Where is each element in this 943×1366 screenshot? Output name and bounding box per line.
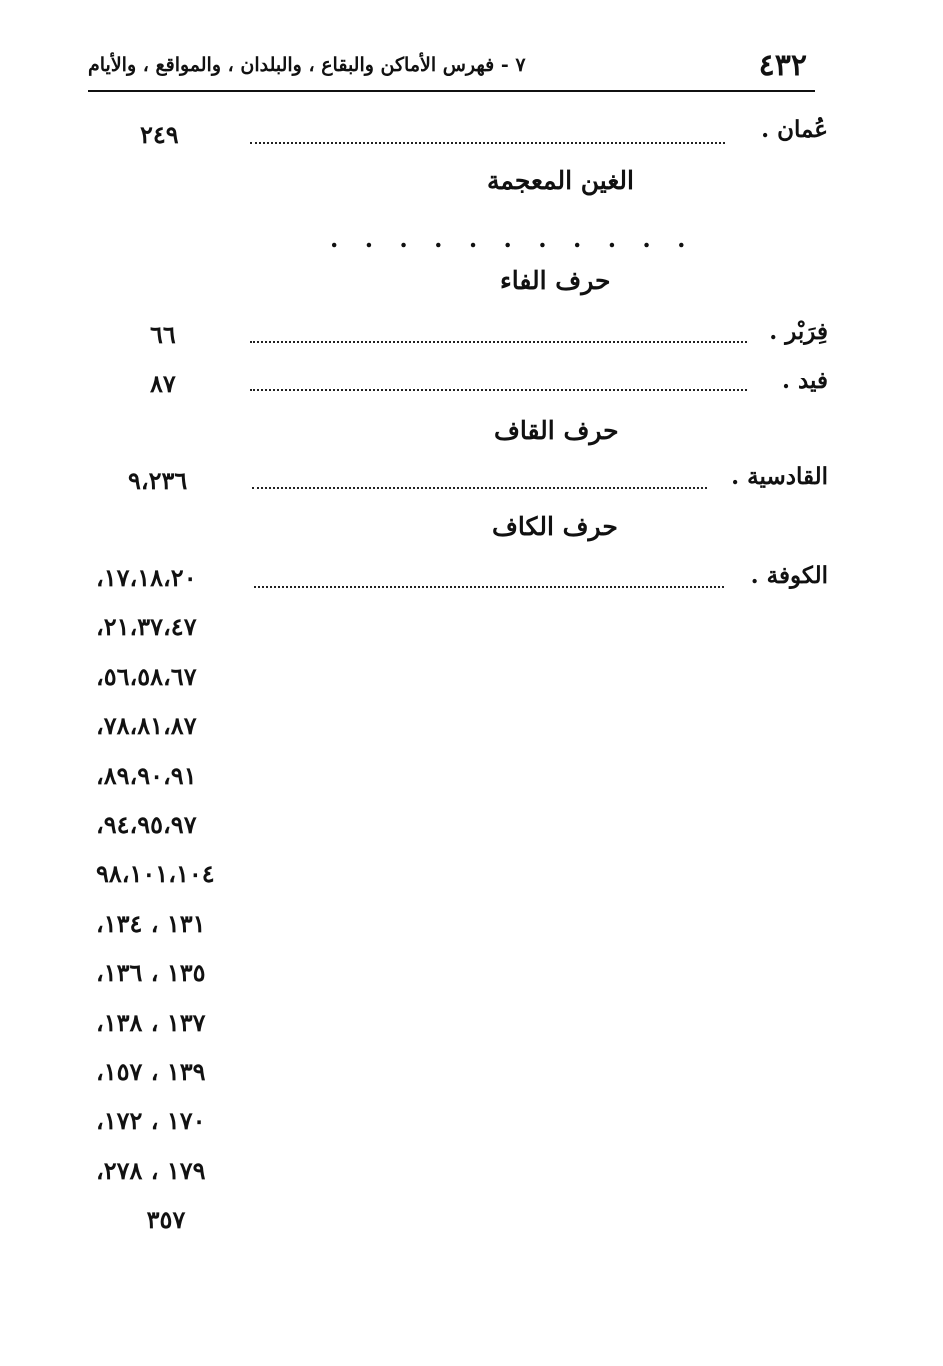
- dot-leader: [250, 142, 725, 144]
- entry-pages-oman: ٢٤٩: [140, 120, 179, 149]
- page-refs-line: ٥٦،٥٨،٦٧،: [96, 661, 197, 691]
- page-header: [88, 46, 815, 92]
- page-number: ٤٣٢: [758, 48, 807, 83]
- page-refs-line: ١٣٧ ، ١٣٨،: [96, 1007, 206, 1037]
- entry-pages-qadisiyya: ٩،٢٣٦: [128, 466, 188, 495]
- empty-section-placeholder: . . . . . . . . . . .: [330, 224, 695, 253]
- page-refs-line: ٢١،٣٧،٤٧،: [96, 612, 197, 642]
- page-refs-line: ١٧،١٨،٢٠،: [96, 563, 197, 592]
- page-refs-line: ٧٨،٨١،٨٧،: [96, 711, 197, 741]
- entry-pages-fayd: ٨٧: [150, 369, 176, 398]
- section-heading-ghayn: الغين المعجمة: [487, 166, 634, 195]
- page-refs-line: ١٣١ ، ١٣٤،: [96, 908, 206, 938]
- dot-leader: [252, 487, 707, 489]
- page-refs-line: ٣٥٧: [146, 1205, 186, 1235]
- section-heading-fa: حرف الفاء: [500, 266, 611, 295]
- section-heading-qaf: حرف القاف: [494, 416, 619, 445]
- page-refs-line: ١٧٩ ، ٢٧٨،: [96, 1155, 206, 1185]
- kufa-pages-list: [96, 560, 256, 1251]
- page-refs-line: ١٧٠ ، ١٧٢،: [96, 1106, 206, 1136]
- dot-leader: [250, 341, 747, 343]
- page-refs-line: ٩٤،٩٥،٩٧،: [96, 809, 197, 839]
- dot-leader: [250, 389, 747, 391]
- entry-pages-firabr: ٦٦: [150, 320, 176, 349]
- section-heading-kaf: حرف الكاف: [492, 512, 618, 541]
- entry-name-fayd: فيد .: [781, 367, 828, 394]
- page-refs-line: ٨٩،٩٠،٩١،: [96, 760, 197, 790]
- entry-name-firabr: فِرَبْر .: [769, 318, 828, 345]
- entry-name-kufa: الكوفة .: [750, 562, 828, 589]
- running-title: ٧ - فهرس الأماكن والبقاع ، والبلدان ، والمواقع ، والأيام: [88, 54, 526, 76]
- page-refs-line: ٩٨،١٠١،١٠٤: [96, 859, 215, 889]
- entry-name-oman: عُمان .: [761, 116, 828, 143]
- page-refs-line: ١٣٥ ، ١٣٦،: [96, 958, 206, 988]
- entry-name-qadisiyya: القادسية .: [731, 463, 828, 490]
- page-refs-line: ١٣٩ ، ١٥٧،: [96, 1056, 206, 1086]
- dot-leader: [254, 586, 724, 588]
